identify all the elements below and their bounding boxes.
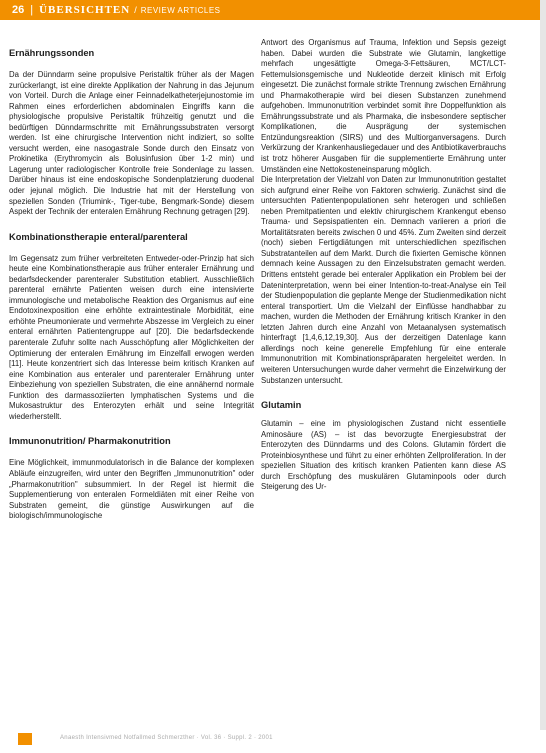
header-divider: | [30, 4, 34, 16]
page-edge [540, 0, 546, 753]
heading-ernaehrungssonden: Ernährungssonden [9, 48, 95, 58]
heading-immunonutrition: Immunonutrition/ Pharmakonutrition [9, 436, 171, 447]
paragraph: Da der Dünndarm seine propulsive Peristaltik früher als der Magen zurückerlangt, ist eine direkte Applikation der Nahrung in das Jejunum von Vorteil. Durch die Anlage einer Feinnadelkatheterjejunostomie im Rahmen eines erforderlichen abdominalen Eingriffs kann die physiologische propulsive Peristaltik frühzeitig genutzt und die bedürftigen Dünndarmschritte mit Ernährungssubstraten versorgt werden. Ist eine chirurgische Intervention nicht indiziert, so sollte versucht werden, eine nasogastrale Sonde durch den Einsatz von Prokinetika (Erythromycin als Bolusinfusion über 1-2 min) und Lagerung unter radiologischer Kontrolle freie Sondenlage zu lassen. Darüber hinaus ist eine endoskopische Sondenplatzierung duodenal oder jejunal möglich. Die Industrie hat mit der Herstellung von speziellen Sonden (Triumink-, Tiger-tube, Bengmark-Sonde) diesem Aspekt der Technik der enteralen Ernährung Rechnung getragen [29]. [9, 70, 254, 217]
paragraph: Eine Möglichkeit, immunmodulatorisch in die Balance der komplexen Abläufe einzugreifen, wird unter den Begriffen „Immunonutrition" oder „Pharmakonutrition" subsummiert. In der Regel ist hiermit die Supplementierung von enteralen Formeldiäten mit einer Reihe von Substraten gemeint, die günstige Auswirkungen auf die biologisch/immunologische [9, 458, 254, 521]
paragraph: Die Interpretation der Vielzahl von Daten zur Immunonutrition gestaltet sich aufgrund einer Reihe von Faktoren schwierig. Zunächst sind die untersuchten Patientenpopulationen sehr heterogen und schließen neben Premitpatienten und elektiv chirurgischem Krankengut ebenso Trauma- und Sepsispatienten ein. Demnach variieren a priori die Mortalitätsraten bereits zwischen 0 und 45%. Zum Zweiten sind derzeit (noch) sieben Fertigdiätungen mit unterschiedlichen spezifischen Substratanteilen auf dem Markt. Durch die fixierten Gemische können demnach keine Aussagen zu den Einzelsubstraten gemacht werden. Drittens entsteht gerade bei enteraler Applikation ein Problem bei der Dateninterpretation, wenn bei einer Intention-to-treat-Analyse ein Teil der Studienpopulation die geplante Menge der Studienmedikation nicht enteral transportiert. Um die Vielzahl der Einflüsse handhabbar zu machen, wurden die Methoden der Ernährung kritisch Kranker in den letzten Jahren durch eine Anzahl von Metaanalysen systematisch hinterfragt [1,4,6,12,19,30]. Aus der derzeitigen Datenlage kann allerdings noch keine generelle Empfehlung für eine enterale Immunonutrition mit Kombinationspräparaten hergeleitet werden. In weiteren Untersuchungen wurde daher vermehrt die Einzelwirkung der Substanzen untersucht. [261, 175, 506, 385]
heading-kombinationstherapie: Kombinationstherapie enteral/parenteral [9, 231, 188, 242]
paragraph: Glutamin – eine im physiologischen Zustand nicht essentielle Aminosäure (AS) – ist das bevorzugte Energiesubstrat der Enterozyten des Dünndarms und des Colons. Glutamin fördert die Proteinbiosynthese und führt zu einer erhöhten Zellproliferation. In der speziellen Situation des kritisch kranken Patienten kann diese AS durch Erschöpfung des muskulären Glutaminpools oder durch Steigerung des Ur- [261, 419, 506, 492]
section-subtitle: REVIEW ARTICLES [140, 5, 221, 15]
header-slash: / [134, 5, 137, 15]
right-column [261, 38, 506, 493]
header-bar [0, 0, 546, 20]
footer-bar [0, 730, 546, 753]
heading-glutamin: Glutamin [261, 400, 302, 411]
left-column [9, 30, 254, 522]
paragraph: Antwort des Organismus auf Trauma, Infektion und Sepsis gezeigt haben. Dabei wurden die Substrate wie Glutamin, langkettige mehrfach ungesättigte Omega-3-Fettsäuren, MCT/LCT-Fettemulsionsgemische und Nukleotide derzeit klinisch mit Erfolg eingesetzt. Die zunächst formale strikte Trennung zwischen Ernährung und Pharmakotherapie wird bei diesen Substanzen zunehmend aufgehoben. Immunonutrition verbindet somit ihre Doppelfunktion als Ernährungssubstrate und als Pharmaka, die insbesondere septischer Komplikationen, die Ausprägung der systemischen Entzündungsreaktion (SIRS) und des Multiorganversagens. Durch Verkürzung der Krankenhausliegedauer und des Antibiotikaverbrauchs ist trotz höherer Ausgaben für die supplementierte Ernährung unter Umständen eine Nettokosteneinsparung möglich. [261, 38, 506, 174]
footer-accent-mark [18, 733, 32, 745]
page-number: 26 [12, 4, 25, 16]
paragraph: Im Gegensatz zum früher verbreiteten Entweder-oder-Prinzip hat sich heute eine Kombinationstherapie aus früher enteraler Ernährung und bedarfsdeckender parenteraler Substitution etabliert. Ausschließlich parenteral ernährte Patienten weisen durch eine intensivierte immunologische und metabolische Reaktion des Organismus auf eine Endotoxinexposition eine erhöhte extraintestinale Morbidität, eine erhöhte Pneumonierate und vermehrte Abszesse im Vergleich zu einer enteral ernährten Patientengruppe auf [20]. Die bedarfsdeckende parenterale Zufuhr sollte nach Ausschöpfung aller Möglichkeiten der Optimierung der enteralen Ernährung im Einzelfall erwogen werden [11]. Heute konzentriert sich das Interesse beim kritisch Kranken auf eine Kombination aus enteraler und parenteraler Ernährung unter Einbeziehung von speziellen Substraten, die eine annähernd normale Funktion des darmassoziierten lymphatischen Systems und die Mukosastruktur des Enterozyten erhält und seine Integrität wiederherstellt. [9, 253, 254, 421]
footer-citation: Anaesth Intensivmed Notfallmed Schmerzther · Vol. 36 · Suppl. 2 · 2001 [60, 735, 273, 741]
section-title: ÜBERSICHTEN [39, 4, 131, 16]
